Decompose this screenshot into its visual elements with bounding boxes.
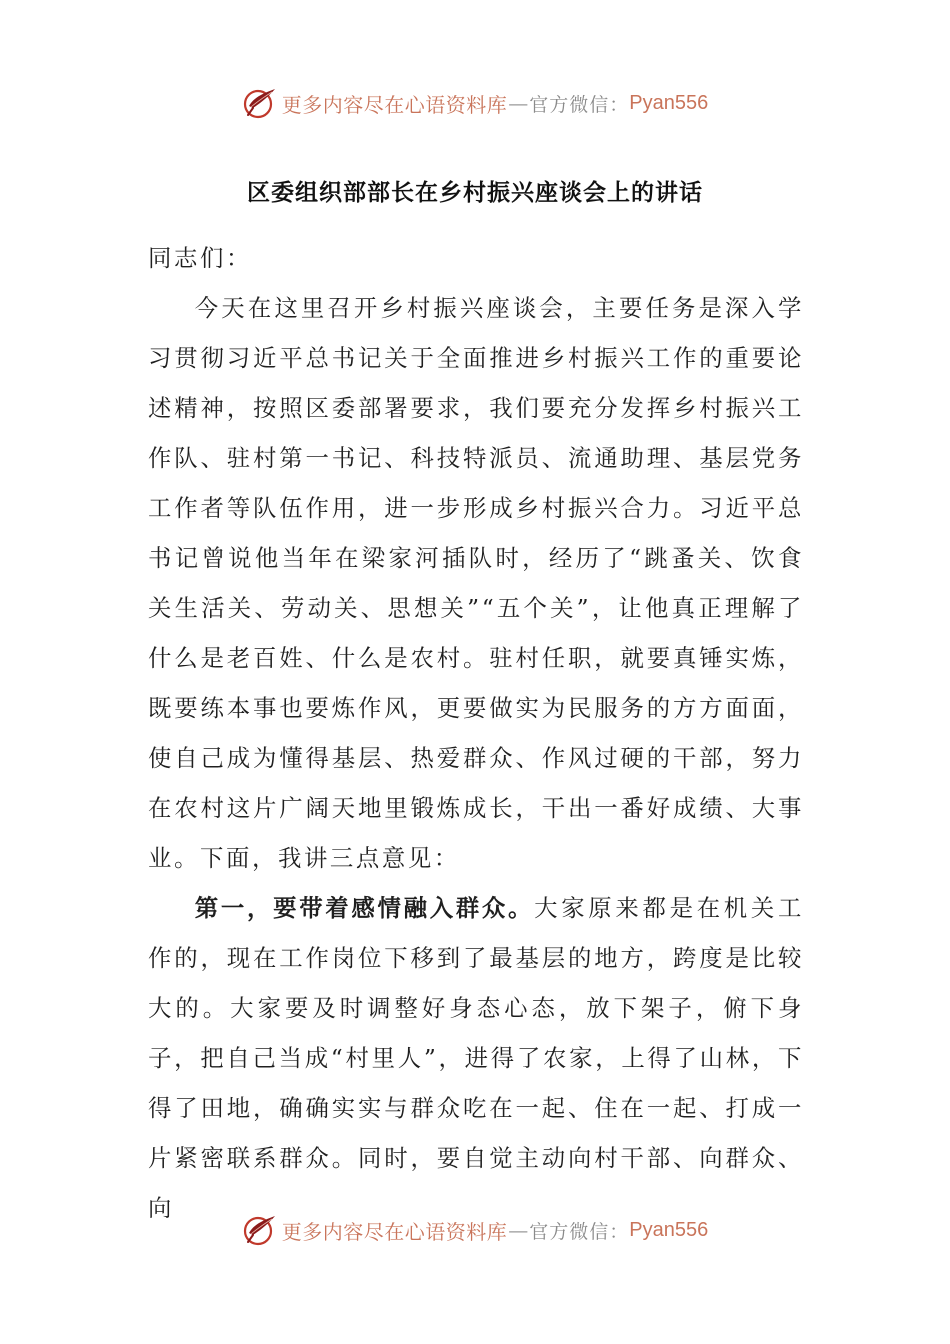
banner-wechat-id: Pyan556 [629,1218,709,1241]
banner-wechat-id: Pyan556 [629,91,709,114]
paragraph-2-heading: 第一，要带着感情融入群众。 [194,894,535,922]
banner-separator: — [508,1218,529,1242]
salutation: 同志们： [148,244,252,272]
quill-logo-icon [242,85,278,121]
document-title: 区委组织部部长在乡村振兴座谈会上的讲话 [247,180,703,206]
header-banner [0,83,950,123]
paragraph-1: 今天在这里召开乡村振兴座谈会，主要任务是深入学习贯彻习近平总书记关于全面推进乡村振兴工作的重要论述精神，按照区委部署要求，我们要充分发挥乡村振兴工作队、驻村第一书记、科技特派员、流通助理、基层党务工作者等队伍作用，进一步形成乡村振兴合力。习近平总书记曾说他当年在梁家河插队时，经历了“跳蚤关、饮食关生活关、劳动关、思想关”“五个关”，让他真正理解了什么是老百姓、什么是农村。驻村任职，就要真锤实炼，既要练本事也要炼作风，更要做实为民服务的方方面面，使自己成为懂得基层、热爱群众、作风过硬的干部，努力在农村这片广阔天地里锻炼成长，干出一番好成绩、大事业。下面，我讲三点意见： [148,294,804,872]
banner-wechat-label: 官方微信： [529,1220,630,1243]
quill-logo-icon [242,1212,278,1248]
banner-wechat-label: 官方微信： [529,93,630,116]
document-body [148,233,804,1233]
paragraph-2 [148,883,804,1233]
banner-text: 更多内容尽在心语资料库 [281,1219,508,1244]
banner-text: 更多内容尽在心语资料库 [281,92,508,117]
banner-separator: — [508,91,529,115]
paragraph-2-body: 大家原来都是在机关工作的，现在工作岗位下移到了最基层的地方，跨度是比较大的。大家要及时调整好身态心态，放下架子，俯下身子，把自己当成“村里人”，进得了农家，上得了山林，下得了田地，确确实实与群众吃在一起、住在一起、打成一片紧密联系群众。同时，要自觉主动向村干部、向群众、向 [148,894,804,1222]
footer-banner [0,1210,950,1250]
